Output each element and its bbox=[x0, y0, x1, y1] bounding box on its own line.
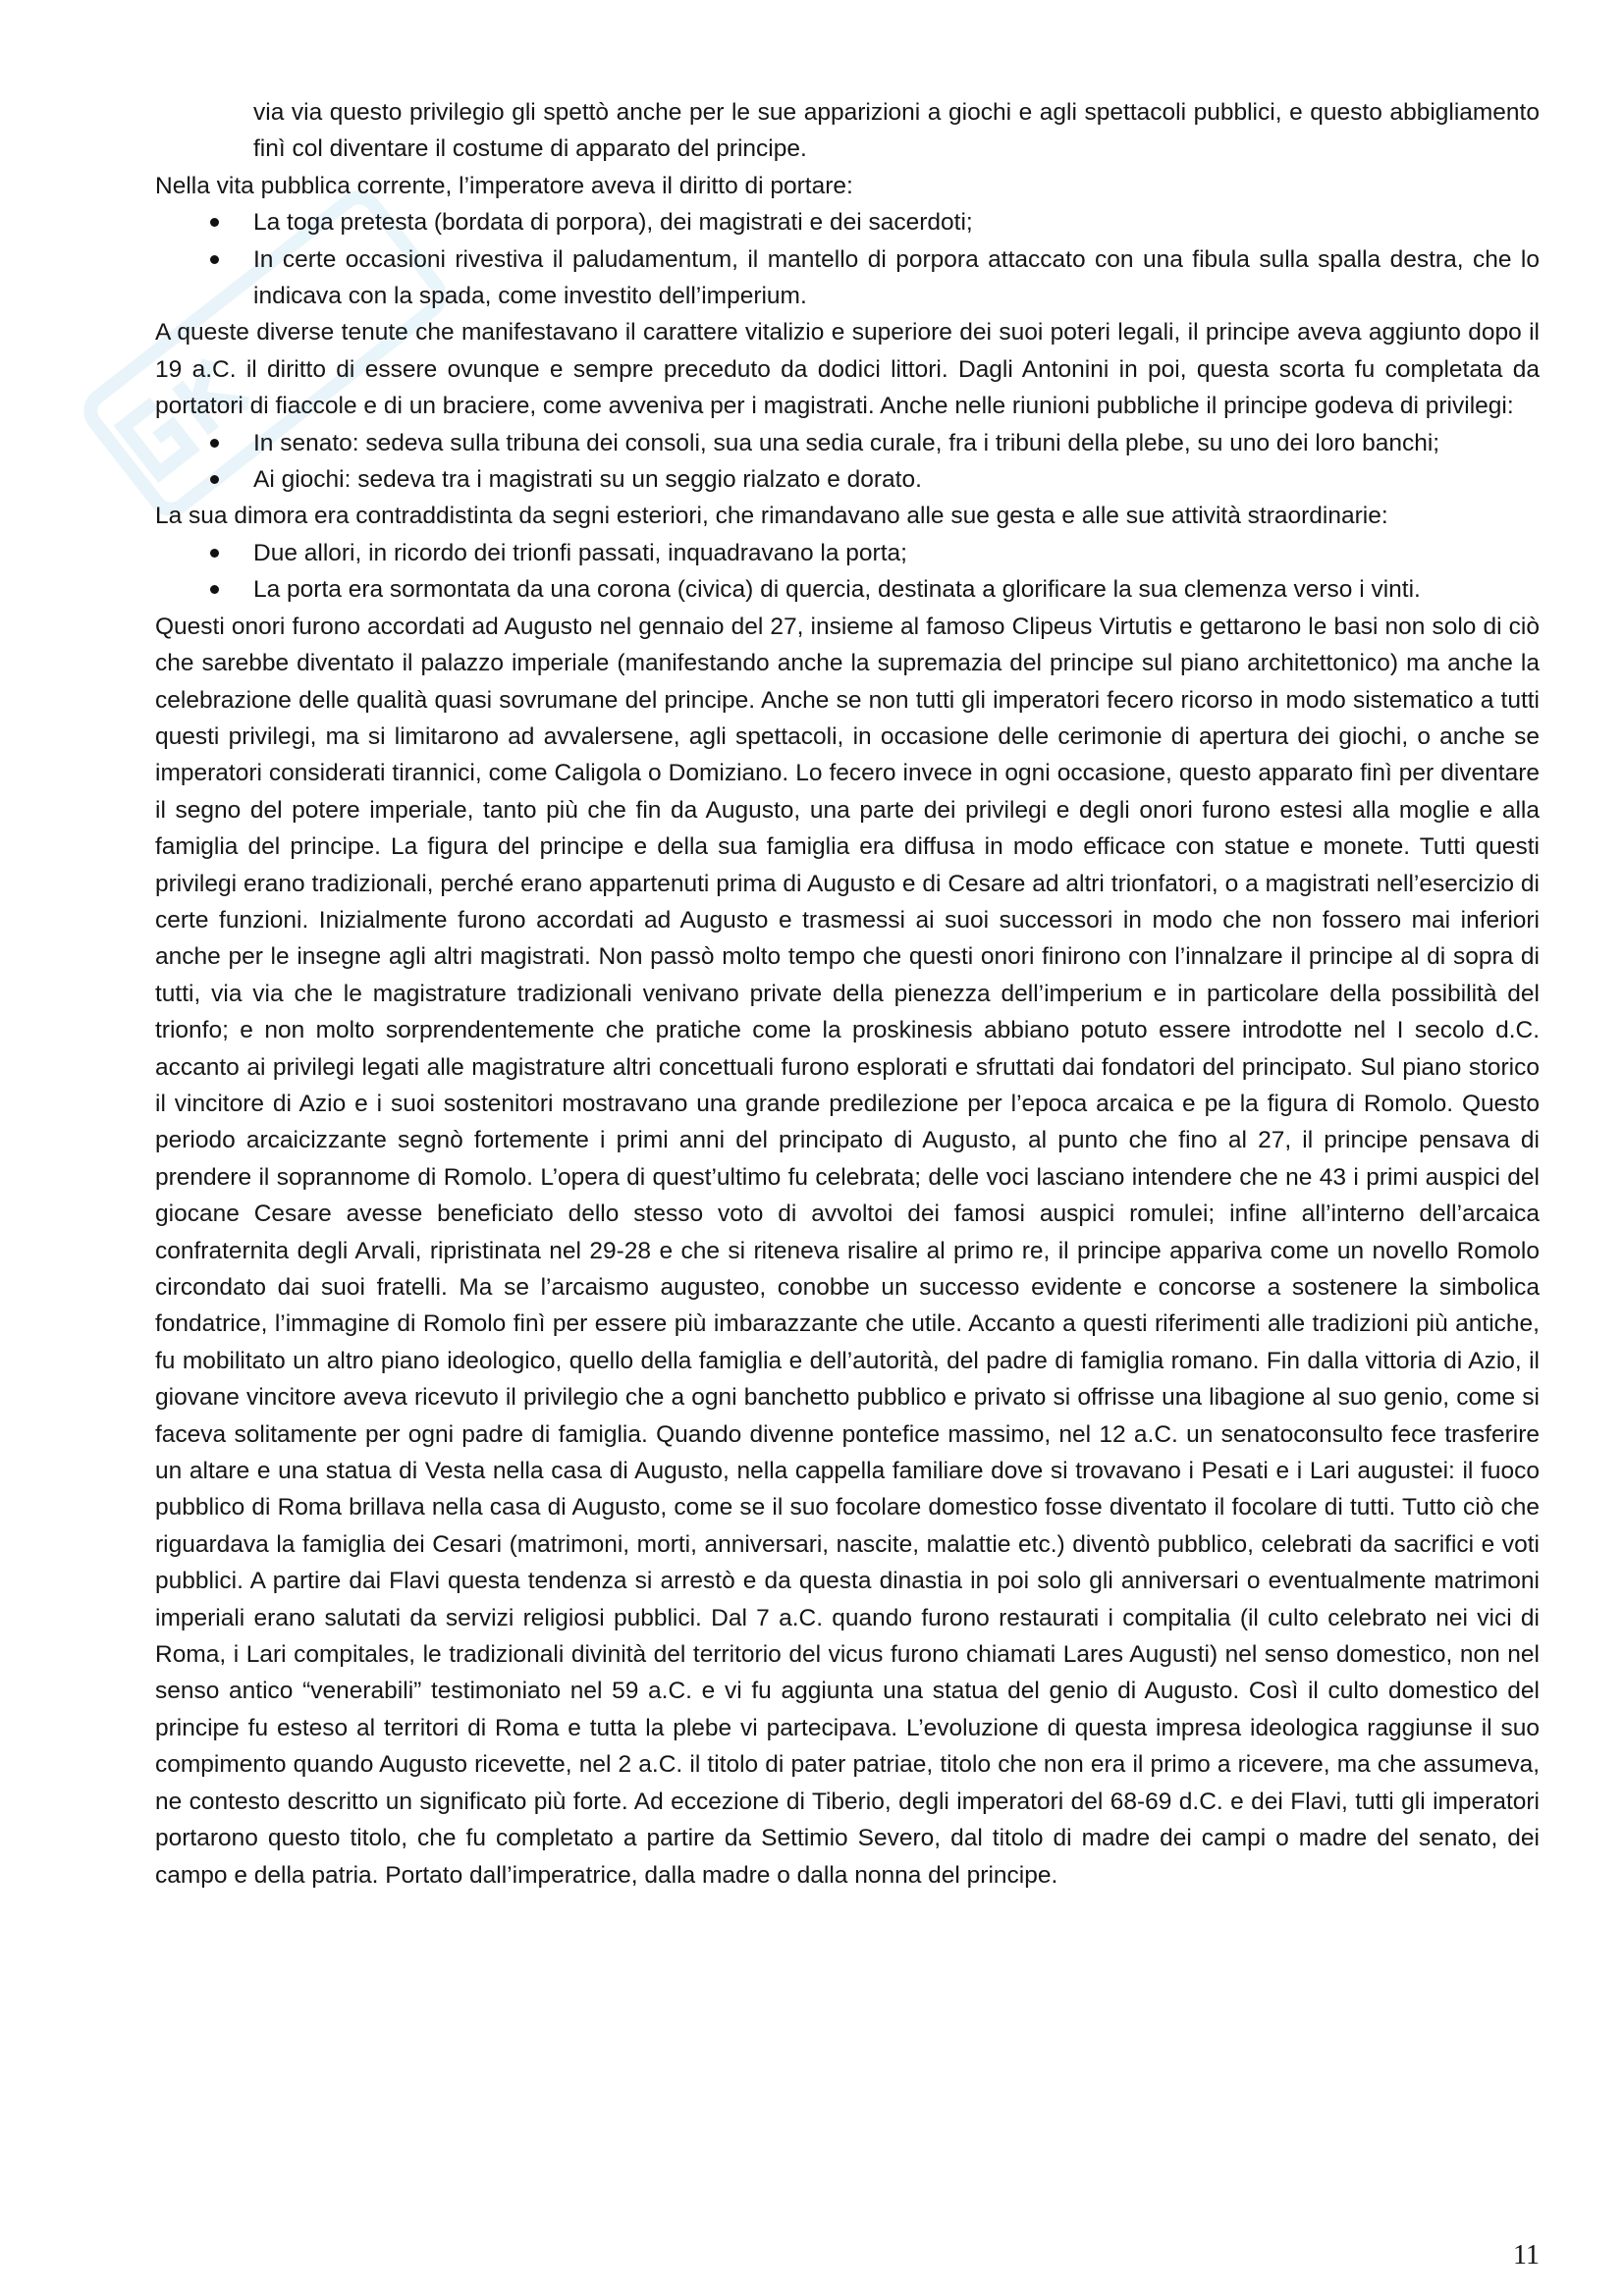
list-item-text: La porta era sormontata da una corona (civica) di quercia, destinata a glorificare la sua clemenza verso i vinti. bbox=[253, 576, 1421, 604]
list-item bbox=[155, 535, 1540, 571]
list-item bbox=[155, 571, 1540, 608]
bullet-icon bbox=[210, 255, 219, 264]
bullet-list-meetings bbox=[155, 425, 1540, 499]
intro-home: La sua dimora era contraddistinta da segni esteriori, che rimandavano alle sue gesta e alle sue attività straordinarie: bbox=[155, 503, 1388, 530]
continued-bullet-text: via via questo privilegio gli spettò anche per le sue apparizioni a giochi e agli spettacoli pubblici, e questo abbigliamento finì col diventare il costume di apparato del principe. bbox=[253, 99, 1540, 163]
main-paragraph: Questi onori furono accordati ad Augusto nel gennaio del 27, insieme al famoso Clipeus Virtutis e gettarono le basi non solo di ciò che sarebbe diventato il palazzo imperiale (manifestando anche la supremazia del principe sul piano architettonico) ma anche la celebrazione delle qualità quasi sovrumane del principe. Anche se non tutti gli imperatori fecero ricorso in modo sistematico a tutti questi privilegi, ma si limitarono ad avvalersene, agli spettacoli, in occasione delle cerimonie di apertura dei giochi, o anche se imperatori considerati tirannici, come Caligola o Domiziano. Lo fecero invece in ogni occasione, questo apparato finì per diventare il segno del potere imperiale, tanto più che fin da Augusto, una parte dei privilegi e degli onori furono estesi alla moglie e alla famiglia del principe. La figura del principe e della sua famiglia era diffusa in modo efficace con statue e monete. Tutti questi privilegi erano tradizionali, perché erano appartenuti prima di Augusto e di Cesare ad altri trionfatori, o a magistrati nell’esercizio di certe funzioni. Inizialmente furono accordati ad Augusto e trasmessi ai suoi successori in modo che non fossero mai inferiori anche per le insegne agli altri magistrati. Non passò molto tempo che questi onori finirono con l’innalzare il principe al di sopra di tutti, via via che le magistrature tradizionali venivano private della pienezza dell’imperium e in particolare della possibilità del trionfo; e non molto sorprendentemente che pratiche come la proskinesis abbiano potuto essere introdotte nel I secolo d.C. accanto ai privilegi legati alle magistrature altri concettuali furono esplorati e sfruttati dai fondatori del principato. Sul piano storico il vincitore di Azio e i suoi sostenitori mostravano una grande predilezione per l’epoca arcaica e pe la figura di Romolo. Questo periodo arcaicizzante segnò fortemente i primi anni del principato di Augusto, al punto che fino al 27, il principe pensava di prendere il soprannome di Romolo. L’opera di quest’ultimo fu celebrata; delle voci lasciano intendere che ne 43 i primi auspici del giocane Cesare avesse beneficiato dello stesso voto di avvoltoi dei famosi auspici romulei; infine all’interno dell’arcaica confraternita degli Arvali, ripristinata nel 29-28 e che si riteneva risalire al primo re, il principe appariva come un novello Romolo circondato dai suoi fratelli. Ma se l’arcaismo augusteo, conobbe un successo evidente e concorse a sostenere la simbolica fondatrice, l’immagine di Romolo finì per essere più imbarazzante che utile. Accanto a questi riferimenti alle tradizioni più antiche, fu mobilitato un altro piano ideologico, quello della famiglia e dell’autorità, del padre di famiglia romano. Fin dalla vittoria di Azio, il giovane vincitore aveva ricevuto il privilegio che a ogni banchetto pubblico e privato si offrisse una libagione al suo genio, come si faceva solitamente per ogni padre di famiglia. Quando divenne pontefice massimo, nel 12 a.C. un senatoconsulto fece trasferire un altare e una statua di Vesta nella casa di Augusto, nella cappella familiare dove si trovavano i Pesati e i Lari augustei: il fuoco pubblico di Roma brillava nella casa di Augusto, come se il suo focolare domestico fosse diventato il focolare di tutti. Tutto ciò che riguardava la famiglia dei Cesari (matrimoni, morti, anniversari, nascite, malattie etc.) diventò pubblico, celebrati da sacrifici e voti pubblici. A partire dai Flavi questa tendenza si arrestò e da questa dinastia in poi solo gli anniversari o eventualmente matrimoni imperiali erano salutati da servizi religiosi pubblici. Dal 7 a.C. quando furono restaurati i compitalia (il culto celebrato nei vici di Roma, i Lari compitales, le tradizionali divinità del territorio del vicus furono chiamati Lares Augusti) nel senso domestico, non nel senso antico “venerabili” testimoniato nel 59 a.C. e vi fu aggiunta una statua del genio di Augusto. Così il culto domestico del principe fu esteso al territori di Roma e tutta la plebe vi partecipava. L’evoluzione di questa impresa ideologica raggiunse il suo compimento quando Augusto ricevette, nel 2 a.C. il titolo di pater patriae, titolo che non era il primo a ricevere, ma che assumeva, ne contesto descritto un significato più forte. Ad eccezione di Tiberio, degli imperatori del 68-69 d.C. e dei Flavi, tutti gli imperatori portarono questo titolo, che fu completato a partire da Settimio Severo, dal titolo di madre dei campi o madre del senato, dei campo e della patria. Portato dall’imperatrice, dalla madre o dalla nonna del principe. bbox=[155, 613, 1540, 1889]
list-item-text: In certe occasioni rivestiva il paludamentum, il mantello di porpora attaccato con una fibula sulla spalla destra, che lo indicava con la spada, come investito dell’imperium. bbox=[253, 245, 1540, 310]
page-number: 11 bbox=[1513, 2240, 1540, 2270]
bullet-icon bbox=[210, 549, 219, 558]
list-item bbox=[155, 241, 1540, 315]
list-item-text: Due allori, in ricordo dei trionfi passati, inquadravano la porta; bbox=[253, 539, 907, 566]
intro-dress: Nella vita pubblica corrente, l’imperatore aveva il diritto di portare: bbox=[155, 172, 853, 199]
paragraph-privileges: A queste diverse tenute che manifestavano il carattere vitalizio e superiore dei suoi poteri legali, il principe aveva aggiunto dopo il 19 a.C. il diritto di essere ovunque e sempre preceduto da dodici littori. Dagli Antonini in poi, questa scorta fu completata da portatori di fiaccole e di un braciere, come avveniva per i magistrati. Anche nelle riunioni pubbliche il principe godeva di privilegi: bbox=[155, 319, 1540, 420]
bullet-icon bbox=[210, 218, 219, 227]
list-item bbox=[155, 461, 1540, 498]
bullet-icon bbox=[210, 475, 219, 484]
list-item-text: La toga pretesta (bordata di porpora), dei magistrati e dei sacerdoti; bbox=[253, 209, 973, 237]
list-item-text: Ai giochi: sedeva tra i magistrati su un seggio rialzato e dorato. bbox=[253, 466, 922, 494]
list-item-text: In senato: sedeva sulla tribuna dei consoli, sua una sedia curale, fra i tribuni della plebe, su uno dei loro banchi; bbox=[253, 429, 1440, 456]
bullet-icon bbox=[210, 439, 219, 448]
bullet-icon bbox=[210, 585, 219, 594]
bullet-list-home bbox=[155, 535, 1540, 609]
list-item bbox=[155, 425, 1540, 461]
bullet-list-dress bbox=[155, 204, 1540, 314]
document-body bbox=[155, 94, 1540, 1894]
list-item bbox=[155, 204, 1540, 240]
